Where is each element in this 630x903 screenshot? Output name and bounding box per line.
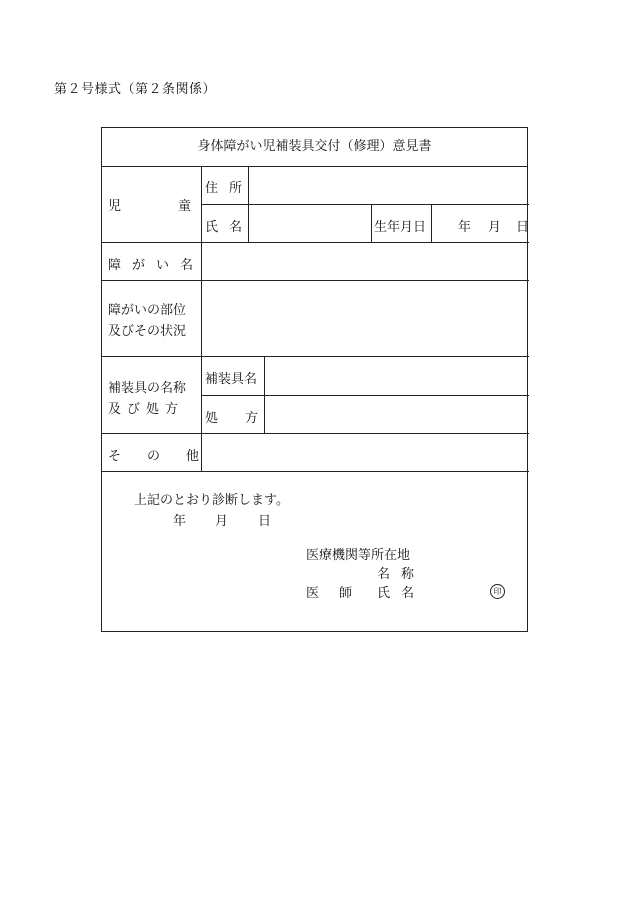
row-divider bbox=[102, 356, 529, 357]
column-divider bbox=[371, 204, 372, 242]
institution-address-label: 医療機関等所在地 bbox=[306, 548, 411, 563]
child-name-label: 氏名 bbox=[205, 220, 254, 235]
row-divider bbox=[201, 204, 529, 205]
doctor-name-label: 氏名 bbox=[377, 586, 426, 601]
row-divider bbox=[102, 242, 529, 243]
row-divider bbox=[201, 395, 529, 396]
child-label-text: 児童 bbox=[108, 199, 249, 214]
doctor-title: 医師 bbox=[306, 586, 373, 601]
disability-part-label-1: 障がいの部位 bbox=[108, 303, 187, 318]
column-divider bbox=[431, 204, 432, 242]
device-label-1: 補装具の名称 bbox=[108, 381, 187, 396]
declaration-month: 月 bbox=[215, 514, 229, 529]
address-label: 住所 bbox=[205, 181, 254, 196]
disability-name-label: 障がい名 bbox=[108, 258, 205, 273]
seal-icon: 印 bbox=[490, 584, 505, 599]
birthdate-label: 生年月日 bbox=[374, 220, 427, 235]
form-number: 第２号様式（第２条関係） bbox=[54, 82, 217, 97]
declaration-year: 年 bbox=[173, 514, 187, 529]
prescription-label: 処方 bbox=[205, 411, 286, 426]
disability-part-label-2: 及びその状況 bbox=[108, 324, 187, 339]
device-name-field[interactable] bbox=[270, 368, 522, 386]
declaration-day: 日 bbox=[258, 514, 272, 529]
declaration-statement: 上記のとおり診断します。 bbox=[134, 493, 289, 508]
device-name-label: 補装具名 bbox=[205, 372, 258, 387]
birth-day: 日 bbox=[516, 220, 530, 235]
other-field[interactable] bbox=[208, 445, 522, 463]
disability-part-field[interactable] bbox=[208, 288, 522, 348]
form-title: 身体障がい児補装具交付（修理）意見書 bbox=[102, 128, 527, 167]
child-name-field[interactable] bbox=[254, 216, 366, 234]
other-label: その他 bbox=[108, 449, 226, 464]
prescription-field[interactable] bbox=[270, 407, 522, 425]
birth-month: 月 bbox=[488, 220, 502, 235]
disability-name-field[interactable] bbox=[208, 254, 522, 272]
institution-name-label: 名称 bbox=[377, 567, 426, 582]
row-divider bbox=[102, 280, 529, 281]
opinion-form bbox=[101, 127, 528, 632]
birth-year: 年 bbox=[458, 220, 472, 235]
address-field[interactable] bbox=[254, 177, 522, 195]
child-label bbox=[108, 195, 249, 214]
seal-mark bbox=[490, 583, 505, 599]
row-divider bbox=[102, 471, 529, 472]
device-label-2: 及び処方 bbox=[108, 402, 185, 417]
row-divider bbox=[102, 433, 529, 434]
